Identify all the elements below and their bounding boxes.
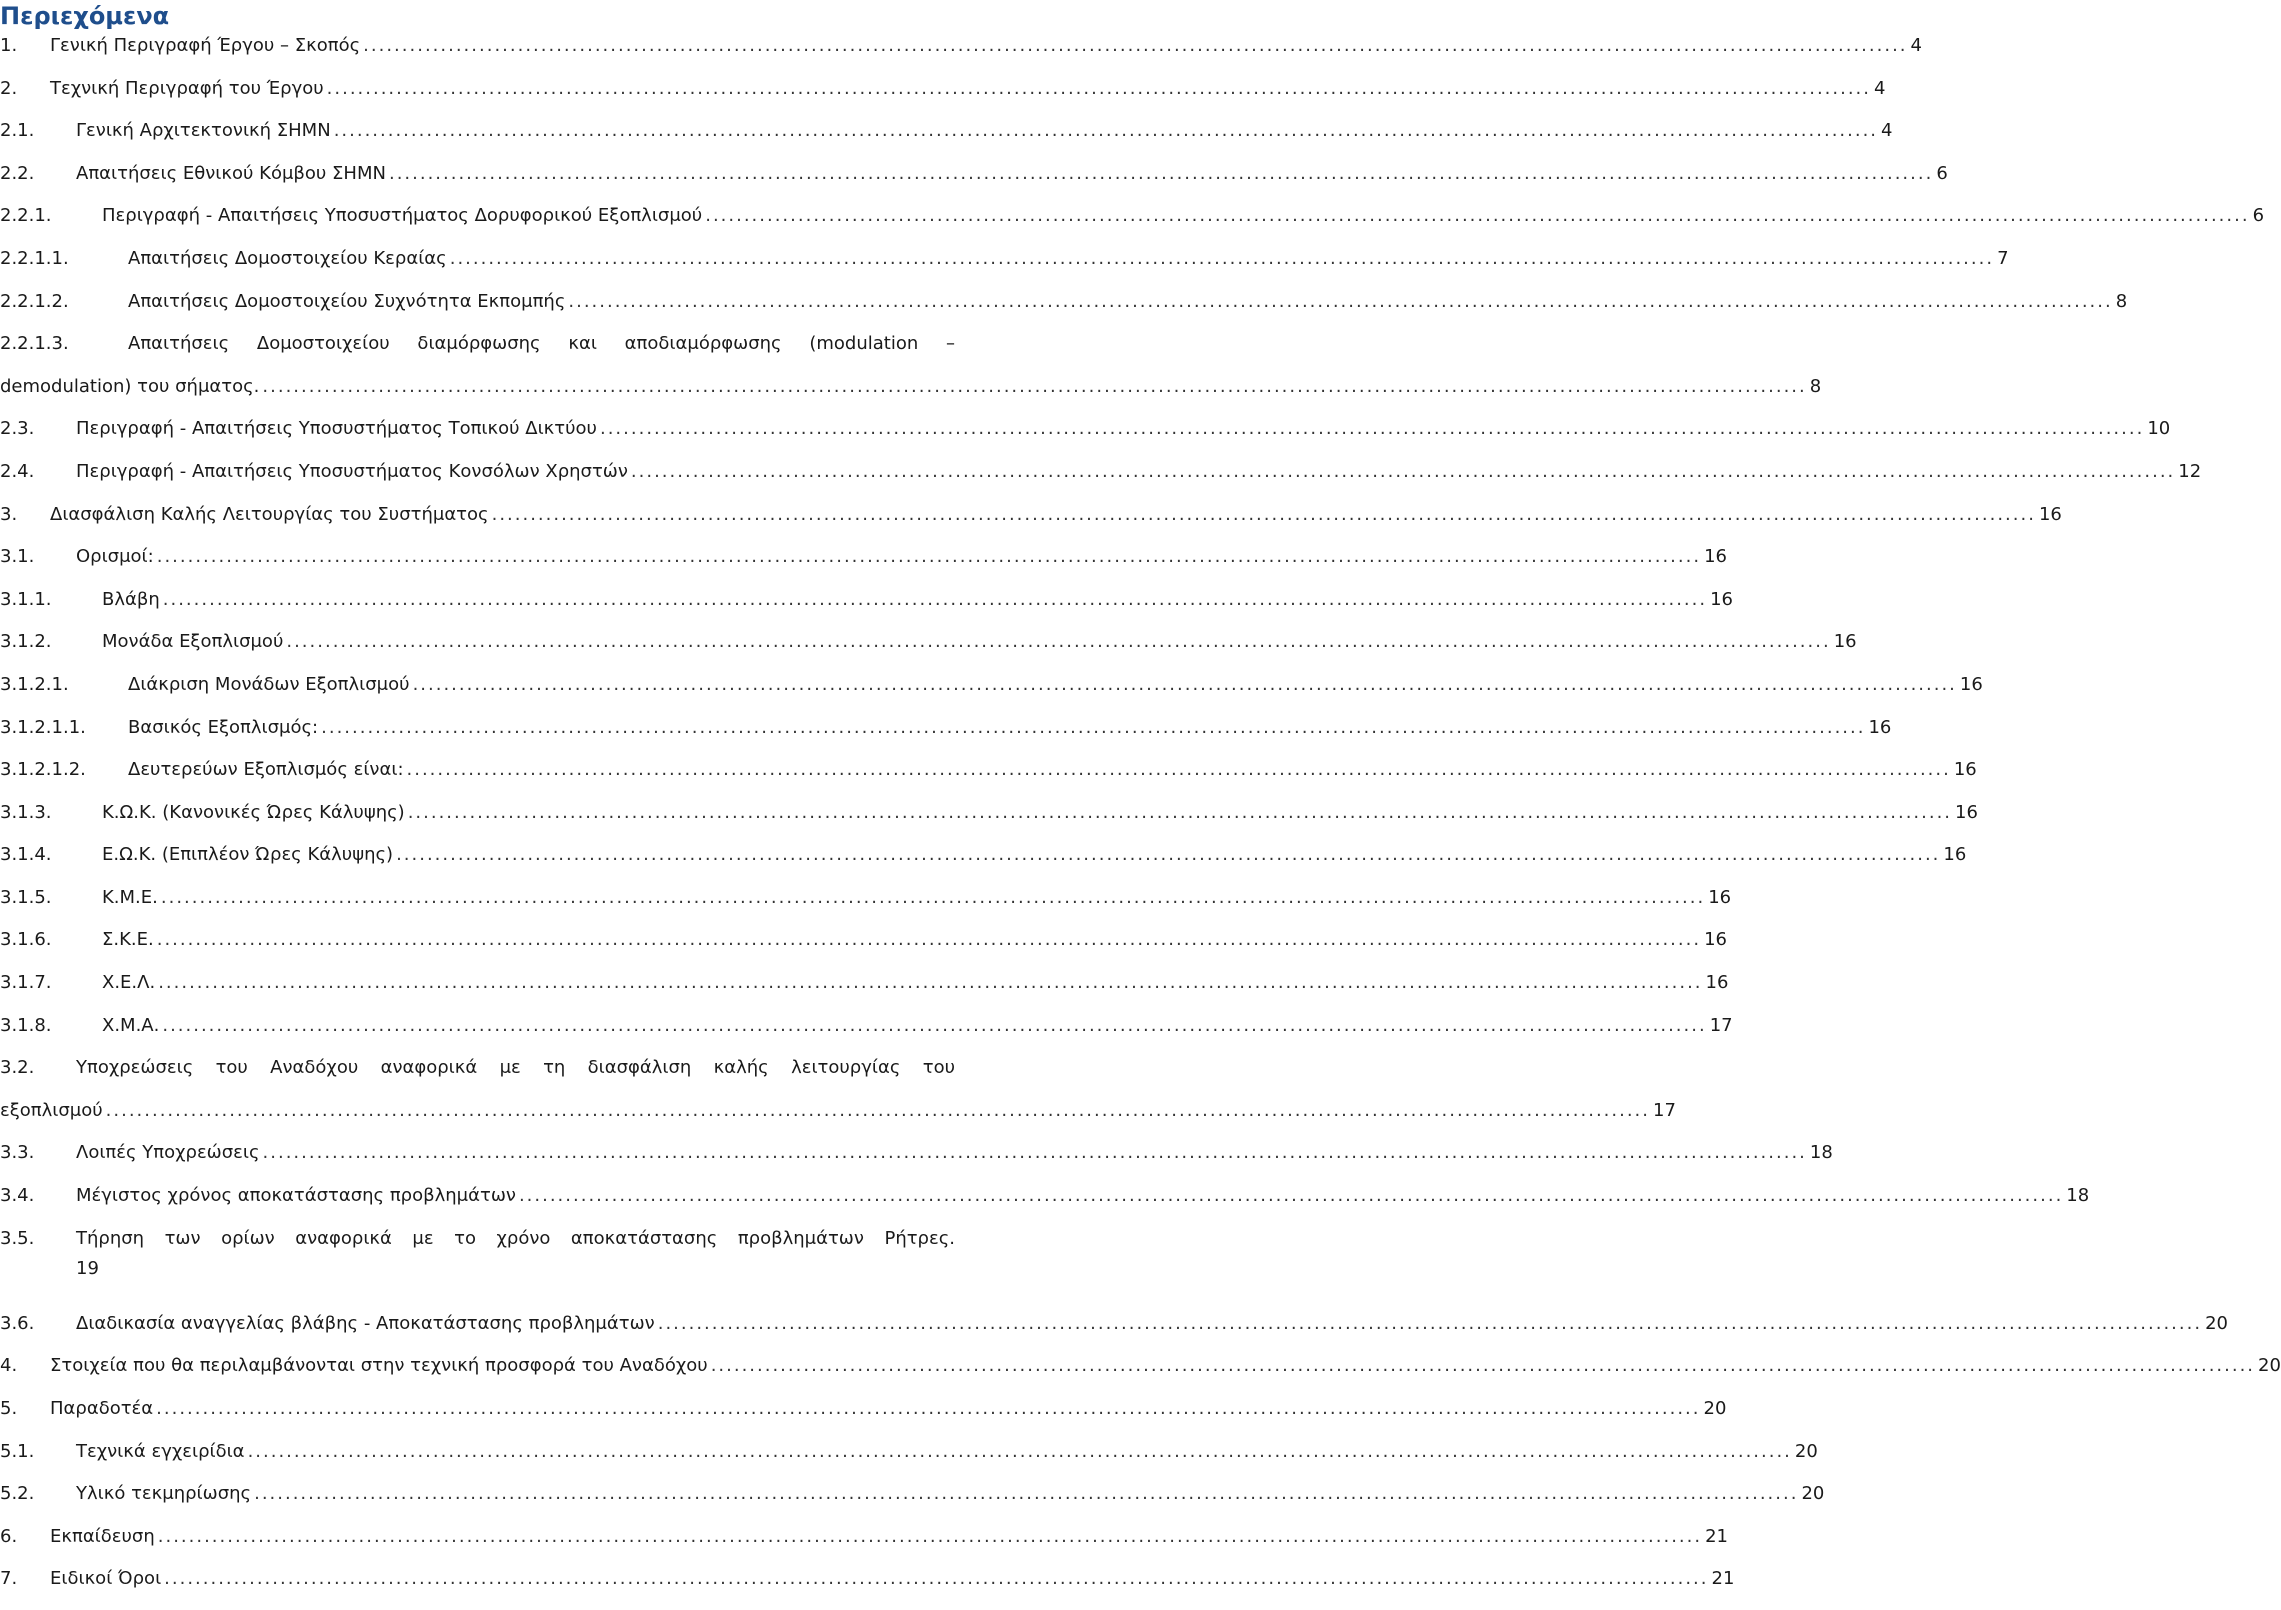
toc-entry-page: 7 [1997, 247, 2009, 269]
toc-entry-title: Δευτερεύων Εξοπλισμός είναι: [128, 759, 404, 781]
toc-entry-title: Υλικό τεκμηρίωσης [76, 1483, 252, 1505]
toc-entry[interactable] [0, 417, 2171, 460]
toc-entry-page: 16 [1833, 631, 1857, 653]
toc-entry[interactable] [0, 588, 1734, 631]
dot-leader: ........................................................................................................................................................................................................ [599, 418, 2145, 440]
toc-entry-page: 16 [2038, 503, 2062, 525]
toc-entry-number: 3.1. [0, 546, 35, 568]
dot-leader: ........................................................................................................................................................................................................ [158, 972, 1703, 994]
toc-entry-number: 3.1.3. [0, 801, 52, 823]
toc-entry[interactable] [0, 162, 1948, 205]
toc-entry-page: 17 [1709, 1014, 1733, 1036]
toc-title: Περιεχόμενα [0, 2, 170, 30]
toc-entry-number: 3.1.6. [0, 929, 52, 951]
toc-entry-number: 5.1. [0, 1440, 35, 1462]
dot-leader: ........................................................................................................................................................................................................ [412, 673, 1957, 695]
toc-entry-page: 20 [2205, 1312, 2228, 1334]
toc-entry[interactable] [0, 1184, 2090, 1227]
toc-entry-number: 4. [0, 1355, 18, 1377]
toc-entry-page: 16 [1955, 801, 1978, 823]
toc-entry-title: Εκπαίδευση [50, 1525, 155, 1547]
toc-entry-title: Ειδικοί Όροι [50, 1568, 162, 1590]
toc-entry-number: 2.1. [0, 120, 35, 142]
toc-entry-page: 21 [1705, 1525, 1728, 1547]
toc-entry[interactable] [0, 247, 2009, 290]
dot-leader: ........................................................................................................................................................................................................ [156, 546, 1702, 568]
toc-entry[interactable] [0, 673, 1983, 716]
toc-entry-title: Απαιτήσεις Εθνικού Κόμβου ΣΗΜΝ [76, 162, 386, 184]
dot-leader: ........................................................................................................................................................................................................ [630, 460, 2176, 482]
dot-leader: ........................................................................................................................................................................................................ [156, 929, 1702, 951]
toc-entry-title-continued: εξοπλισμού [0, 1099, 103, 1121]
toc-entry-page: 4 [1874, 77, 1886, 99]
toc-entry-title: Χ.Μ.Α. [102, 1014, 160, 1036]
toc-entry-title: Παραδοτέα [50, 1398, 154, 1419]
toc-entry-title: Βλάβη [102, 588, 160, 610]
dot-leader: ........................................................................................................................................................................................................ [491, 503, 2036, 525]
toc-entry[interactable] [0, 1440, 1818, 1483]
toc-entry[interactable] [0, 1525, 1728, 1568]
toc-entry-title: Διάκριση Μονάδων Εξοπλισμού [128, 673, 410, 695]
toc-entry-page: 18 [1809, 1142, 1833, 1164]
toc-entry[interactable] [0, 886, 1732, 929]
toc-entry-title: Σ.Κ.Ε. [102, 929, 154, 951]
toc-entry-number: 2.2.1.1. [0, 247, 69, 269]
toc-entry[interactable] [0, 119, 1893, 162]
dot-leader: ........................................................................................................................................................................................................ [321, 716, 1866, 738]
toc-entry-page: 16 [1710, 588, 1734, 610]
toc-entry-title: Απαιτήσεις Δομοστοιχείου Συχνότητα Εκπομπής [128, 290, 566, 312]
toc-entry[interactable] [0, 332, 1822, 417]
dot-leader: ........................................................................................................................................................................................................ [156, 1398, 1701, 1419]
toc-entry[interactable] [0, 843, 1967, 886]
dot-leader: ........................................................................................................................................................................................................ [162, 588, 1708, 610]
dot-leader: ........................................................................................................................................................................................................ [657, 1312, 2203, 1334]
toc-entry-number: 2.2.1. [0, 205, 52, 227]
toc-entry-title: Διασφάλιση Καλής Λειτουργίας του Συστήματος [50, 503, 489, 525]
dot-leader: ........................................................................................................................................................................................................ [254, 1483, 1799, 1505]
dot-leader: ........................................................................................................................................................................................................ [406, 759, 1951, 781]
toc-entry-number: 2.4. [0, 460, 35, 482]
toc-entry[interactable] [0, 545, 1727, 588]
toc-entry[interactable] [0, 1397, 1727, 1440]
toc-entry-title: Μονάδα Εξοπλισμού [102, 631, 284, 653]
toc-entry-number: 5.2. [0, 1483, 35, 1505]
dot-leader: ........................................................................................................................................................................................................ [705, 205, 2250, 227]
toc-entry-page: 16 [1959, 673, 1983, 695]
toc-entry-number: 2.2.1.3. [0, 333, 69, 355]
dot-leader: ........................................................................................................................................................................................................ [160, 886, 1706, 908]
toc-entry-title: Ε.Ω.Κ. (Επιπλέον Ώρες Κάλυψης) [102, 844, 394, 866]
toc-entry[interactable] [0, 1312, 2228, 1355]
toc-entry-page: 17 [1653, 1099, 1676, 1121]
toc-entry-title: Βασικός Εξοπλισμός: [128, 716, 319, 738]
toc-entry-number: 3.6. [0, 1312, 35, 1334]
toc-entry[interactable] [0, 1567, 1735, 1610]
dot-leader: ........................................................................................................................................................................................................ [388, 162, 1934, 184]
toc-list [0, 34, 2281, 1610]
toc-entry[interactable] [0, 503, 2062, 546]
toc-entry-title: Υποχρεώσεις του Αναδόχου αναφορικά με τη διασφάλιση καλής λειτουργίας του [76, 1057, 955, 1079]
toc-entry-title: Ορισμοί: [76, 546, 154, 568]
toc-entry-page: 20 [1703, 1398, 1727, 1419]
toc-entry-title: Περιγραφή - Απαιτήσεις Υποσυστήματος Δορυφορικού Εξοπλισμού [102, 205, 703, 227]
dot-leader: ........................................................................................................................................................................................................ [333, 120, 1879, 142]
toc-entry[interactable] [0, 1354, 2281, 1397]
toc-entry-page: 6 [2252, 205, 2265, 227]
toc-entry-title: Κ.Μ.Ε. [102, 886, 158, 908]
toc-entry-page: 16 [1705, 972, 1729, 994]
toc-entry-page: 6 [1936, 162, 1948, 184]
toc-entry-title: Απαιτήσεις Δομοστοιχείου Κεραίας [128, 247, 447, 269]
toc-entry-title: Στοιχεία που θα περιλαμβάνονται στην τεχνική προσφορά του Αναδόχου [50, 1355, 708, 1377]
toc-entry-number: 3.1.2. [0, 631, 52, 653]
dot-leader: ........................................................................................................................................................................................................ [105, 1099, 1650, 1121]
toc-entry-number: 3.1.8. [0, 1014, 52, 1036]
toc-entry-number: 6. [0, 1525, 18, 1547]
dot-leader: ........................................................................................................................................................................................................ [710, 1355, 2256, 1377]
toc-entry-page: 12 [2178, 460, 2202, 482]
toc-entry-page: 8 [2115, 290, 2128, 312]
toc-entry[interactable] [0, 460, 2202, 503]
toc-entry-number: 3.2. [0, 1057, 35, 1079]
toc-entry-page: 16 [1953, 759, 1977, 781]
toc-entry-number: 3. [0, 503, 18, 525]
toc-entry[interactable] [0, 758, 1977, 801]
toc-entry-number: 3.3. [0, 1142, 35, 1164]
toc-entry-title: Γενική Περιγραφή Έργου – Σκοπός [50, 35, 361, 56]
toc-entry-page: 10 [2147, 418, 2171, 440]
toc-entry-title: Χ.Ε.Λ. [102, 972, 156, 994]
toc-entry-number: 3.1.7. [0, 972, 52, 994]
toc-entry-title: Τεχνική Περιγραφή του Έργου [50, 77, 324, 99]
toc-entry[interactable] [0, 1227, 955, 1312]
dot-leader: ........................................................................................................................................................................................................ [396, 844, 1941, 866]
toc-entry-page: 8 [1809, 375, 1822, 397]
toc-entry[interactable] [0, 34, 1922, 77]
toc-entry-number: 2.2. [0, 162, 35, 184]
toc-entry-page: 21 [1711, 1568, 1735, 1590]
toc-entry-title: Απαιτήσεις Δομοστοιχείου διαμόρφωσης και αποδιαμόρφωσης (modulation – [128, 333, 955, 355]
toc-entry-title: Λοιπές Υποχρεώσεις [76, 1142, 260, 1164]
toc-entry[interactable] [0, 290, 2128, 333]
toc-entry-title: Κ.Ω.Κ. (Κανονικές Ώρες Κάλυψης) [102, 801, 405, 823]
toc-entry-number: 2.2.1.2. [0, 290, 69, 312]
toc-entry-title: Τεχνικά εγχειρίδια [76, 1440, 245, 1462]
toc-entry[interactable] [0, 801, 1978, 844]
toc-entry[interactable] [0, 1482, 1825, 1525]
toc-entry-number: 3.1.2.1. [0, 673, 69, 695]
toc-entry[interactable] [0, 1141, 1833, 1184]
toc-entry[interactable] [0, 630, 1857, 673]
toc-entry-number: 3.1.2.1.1. [0, 716, 86, 738]
toc-entry-number: 3.1.5. [0, 886, 52, 908]
dot-leader: ........................................................................................................................................................................................................ [162, 1014, 1707, 1036]
toc-entry-number: 2.3. [0, 418, 35, 440]
toc-entry-title: Μέγιστος χρόνος αποκατάστασης προβλημάτων [76, 1185, 516, 1207]
toc-entry-number: 3.1.4. [0, 844, 52, 866]
toc-entry-page: 16 [1708, 886, 1732, 908]
toc-entry-page: 4 [1910, 35, 1922, 56]
toc-entry-page: 20 [2258, 1355, 2281, 1377]
dot-leader: ........................................................................................................................................................................................................ [518, 1185, 2064, 1207]
toc-entry-title: Περιγραφή - Απαιτήσεις Υποσυστήματος Κονσόλων Χρηστών [76, 460, 628, 482]
dot-leader: ........................................................................................................................................................................................................ [568, 290, 2113, 312]
toc-entry-title-continued: demodulation) του σήματος. [0, 375, 260, 397]
dot-leader: ........................................................................................................................................................................................................ [262, 375, 1807, 397]
toc-entry-title: Διαδικασία αναγγελίας βλάβης - Αποκατάστασης προβλημάτων [76, 1312, 655, 1334]
toc-entry-number: 5. [0, 1398, 18, 1419]
toc-entry-number: 3.1.2.1.2. [0, 759, 86, 781]
dot-leader: ........................................................................................................................................................................................................ [157, 1525, 1703, 1547]
dot-leader: ........................................................................................................................................................................................................ [407, 801, 1953, 823]
toc-entry-title: Περιγραφή - Απαιτήσεις Υποσυστήματος Τοπικού Δικτύου [76, 418, 597, 440]
toc-entry[interactable] [0, 716, 1892, 759]
toc-entry-number: 1. [0, 35, 18, 56]
dot-leader: ........................................................................................................................................................................................................ [164, 1568, 1709, 1590]
toc-entry-page: 20 [1801, 1483, 1825, 1505]
toc-entry-page: 18 [2066, 1185, 2090, 1207]
dot-leader: ........................................................................................................................................................................................................ [363, 35, 1908, 56]
toc-entry-page: 20 [1794, 1440, 1818, 1462]
dot-leader: ........................................................................................................................................................................................................ [326, 77, 1871, 99]
toc-entry[interactable] [0, 1056, 1676, 1141]
toc-entry-page: 4 [1881, 120, 1893, 142]
dot-leader: ........................................................................................................................................................................................................ [247, 1440, 1792, 1462]
toc-entry[interactable] [0, 971, 1729, 1014]
dot-leader: ........................................................................................................................................................................................................ [449, 247, 1995, 269]
toc-entry[interactable] [0, 204, 2265, 247]
toc-entry[interactable] [0, 77, 1886, 120]
toc-entry[interactable] [0, 1014, 1733, 1057]
toc-entry-page: 16 [1704, 546, 1727, 568]
toc-entry-page: 19 [76, 1257, 99, 1279]
toc-entry-title: Τήρηση των ορίων αναφορικά με το χρόνο αποκατάστασης προβλημάτων Ρήτρες. [76, 1227, 955, 1249]
toc-entry-number: 7. [0, 1568, 18, 1590]
toc-entry-number: 3.5. [0, 1227, 35, 1249]
toc-entry-number: 3.4. [0, 1185, 35, 1207]
toc-entry-page: 16 [1868, 716, 1892, 738]
toc-entry-title: Γενική Αρχιτεκτονική ΣΗΜΝ [76, 120, 331, 142]
dot-leader: ........................................................................................................................................................................................................ [286, 631, 1831, 653]
toc-entry-number: 2. [0, 77, 18, 99]
toc-entry-page: 16 [1943, 844, 1967, 866]
dot-leader: ........................................................................................................................................................................................................ [262, 1142, 1807, 1164]
toc-entry-page: 16 [1704, 929, 1727, 951]
toc-entry[interactable] [0, 928, 1727, 971]
toc-entry-number: 3.1.1. [0, 588, 52, 610]
